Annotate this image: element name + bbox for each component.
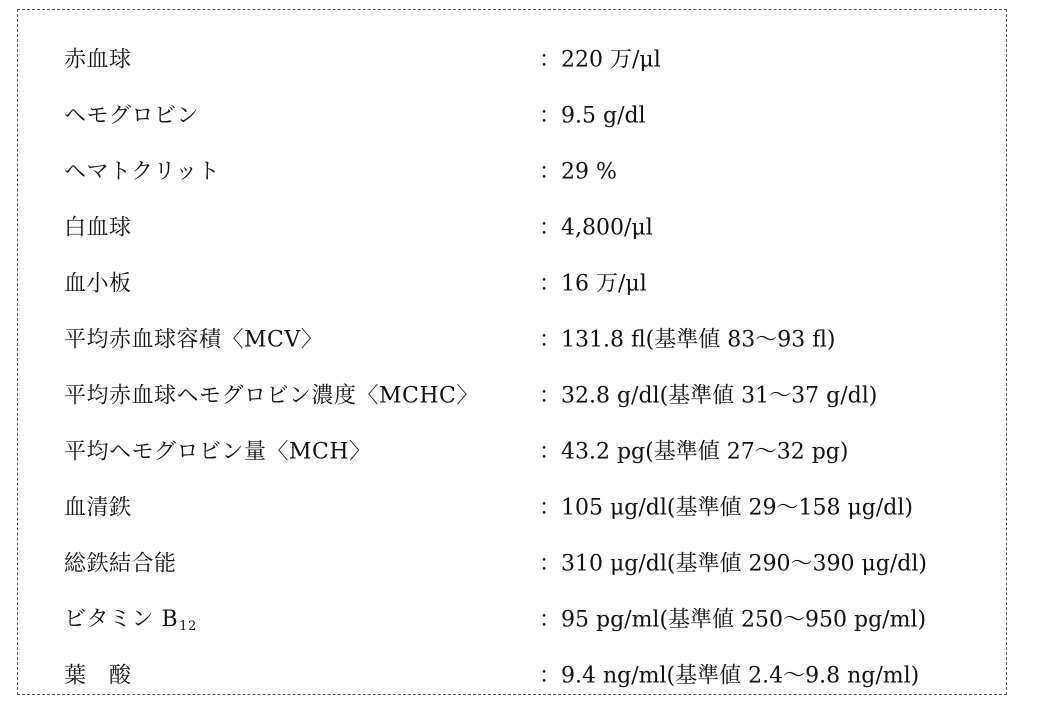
row-rbc	[64, 30, 1024, 86]
label-vitamin-b12-subscript: 12	[179, 619, 197, 634]
row-vitamin-b12	[64, 590, 1024, 646]
value-serum-iron: ：105 μg/dl(基準値 29～158 μg/dl)	[539, 495, 913, 521]
row-platelets	[64, 254, 1024, 310]
label-rbc: 赤血球	[64, 47, 132, 73]
row-folate	[64, 646, 1024, 702]
label-folate: 葉 酸	[64, 663, 132, 689]
value-tibc: ：310 μg/dl(基準値 290～390 μg/dl)	[539, 551, 927, 577]
value-hemoglobin: ：9.5 g/dl	[539, 103, 646, 129]
value-mcv: ：131.8 fl(基準値 83～93 fl)	[539, 327, 836, 353]
label-mchc: 平均赤血球ヘモグロビン濃度〈MCHC〉	[64, 383, 479, 409]
value-mch: ：43.2 pg(基準値 27～32 pg)	[539, 439, 849, 465]
row-tibc	[64, 534, 1024, 590]
value-folate: ：9.4 ng/ml(基準値 2.4～9.8 ng/ml)	[539, 663, 920, 689]
label-hemoglobin: ヘモグロビン	[64, 103, 200, 129]
label-tibc: 総鉄結合能	[64, 551, 177, 577]
value-wbc: ：4,800/μl	[539, 215, 653, 241]
value-hematocrit: ：29 %	[539, 159, 617, 185]
lab-results-box	[17, 9, 1007, 695]
label-mch: 平均ヘモグロビン量〈MCH〉	[64, 439, 372, 465]
row-hematocrit	[64, 142, 1024, 198]
value-platelets: ：16 万/μl	[539, 271, 647, 297]
label-vitamin-b12-text: ビタミン B	[64, 607, 179, 632]
value-vitamin-b12: ：95 pg/ml(基準値 250～950 pg/ml)	[539, 607, 927, 633]
label-hematocrit: ヘマトクリット	[64, 159, 221, 185]
row-mcv	[64, 310, 1024, 366]
lab-results-list	[64, 30, 1024, 702]
label-mcv: 平均赤血球容積〈MCV〉	[64, 327, 324, 353]
value-rbc: ：220 万/μl	[539, 47, 661, 73]
row-hemoglobin	[64, 86, 1024, 142]
row-wbc	[64, 198, 1024, 254]
value-mchc: ：32.8 g/dl(基準値 31～37 g/dl)	[539, 383, 878, 409]
label-vitamin-b12	[64, 602, 197, 634]
label-wbc: 白血球	[64, 215, 132, 241]
row-mchc	[64, 366, 1024, 422]
label-serum-iron: 血清鉄	[64, 495, 132, 521]
row-serum-iron	[64, 478, 1024, 534]
row-mch	[64, 422, 1024, 478]
label-platelets: 血小板	[64, 271, 132, 297]
